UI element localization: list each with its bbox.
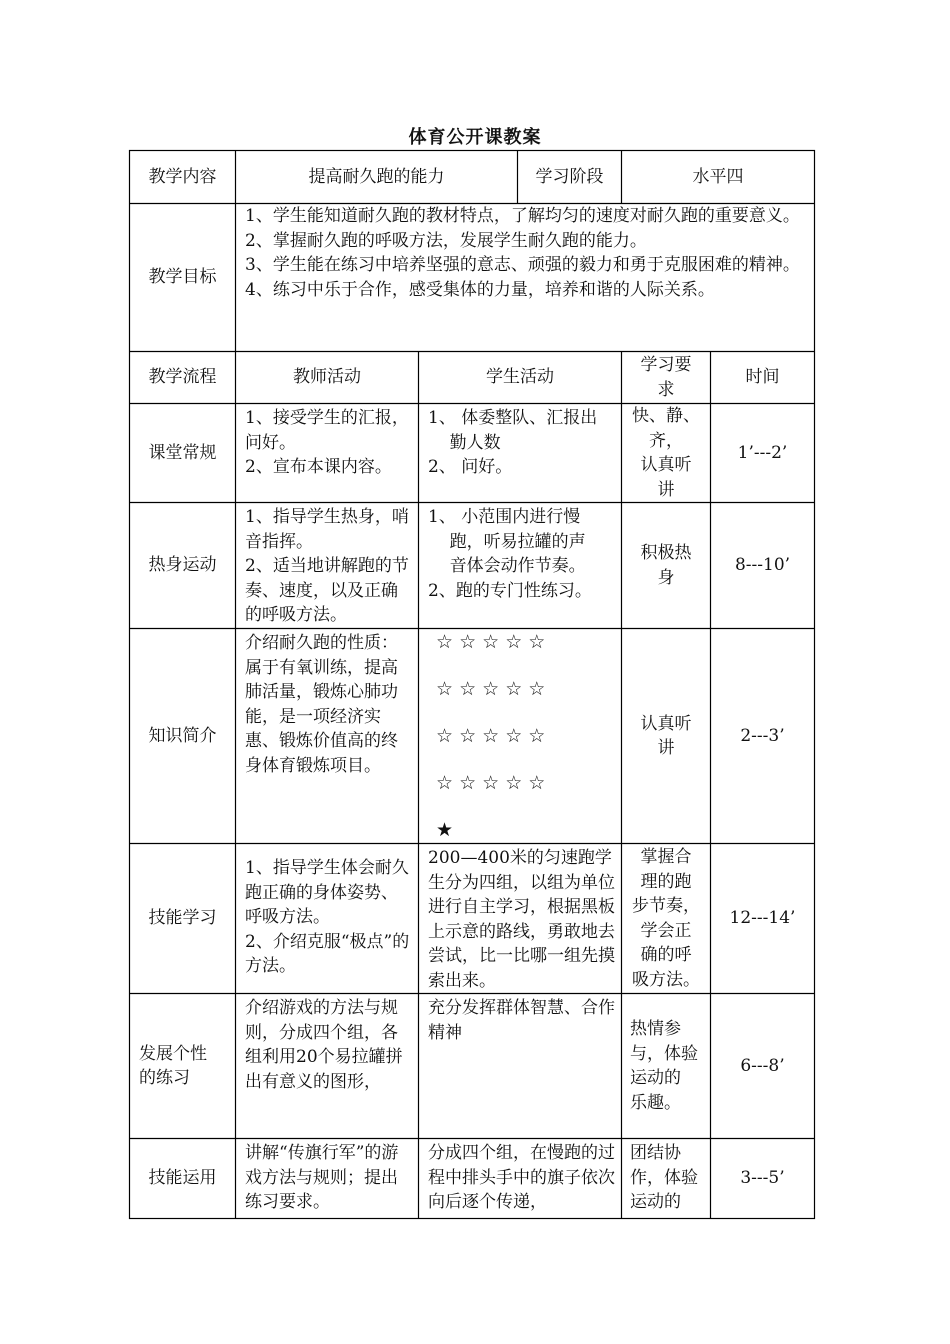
table-row-teacher: 介绍游戏的方法与规则，分成四个组，各组利用20个易拉罐拼出有意义的图形， xyxy=(245,998,403,1092)
stage-label: 学习阶段 xyxy=(535,166,604,187)
table-row-time: 12---14’ xyxy=(729,908,796,929)
objectives-label: 教学目标 xyxy=(148,267,217,288)
table-row-teacher: 讲解“传旗行军”的游戏方法与规则；提出练习要求。 xyxy=(245,1143,399,1212)
table-row-flow: 技能运用 xyxy=(148,1168,217,1189)
table-row-flow: 课堂常规 xyxy=(148,442,217,463)
table-row-student: 1、 小范围内进行慢 跑，听易拉罐的声 音体会动作节奏。 2、跑的专门性练习。 xyxy=(428,507,592,601)
table-row-requirement: 掌握合 理的跑 步节奏， 学会正 确的呼 吸方法。 xyxy=(632,847,700,990)
table-row-teacher: 1、指导学生体会耐久跑正确的身体姿势、呼吸方法。 2、介绍克服“极点”的方法。 xyxy=(245,858,410,976)
formation-stars xyxy=(436,631,545,866)
table-row-requirement: 快、静、 齐， 认真听 讲 xyxy=(632,406,700,500)
objectives-text: 1、学生能知道耐久跑的教材特点，了解均匀的速度对耐久跑的重要意义。 2、掌握耐久跑的呼吸方法，发展学生耐久跑的能力。 3、学生能在练习中培养坚强的意志、顽强的毅力和勇于克服困难的精神。 4、练习中乐于合作，感受集体的力量，培养和谐的人际关系。 xyxy=(245,206,800,300)
table-row-teacher: 介绍耐久跑的性质：属于有氧训练，提高肺活量，锻炼心肺功能，是一项经济实惠、锻炼价值高的终身体育锻炼项目。 xyxy=(245,633,398,776)
table-row-student: 分成四个组，在慢跑的过程中排头手中的旗子依次向后逐个传递， xyxy=(428,1143,615,1212)
content-value: 提高耐久跑的能力 xyxy=(308,166,445,187)
col-time: 时间 xyxy=(745,367,780,388)
table-row-requirement: 热情参 与，体验 运动的 乐趣。 xyxy=(630,1019,698,1113)
table-row-time: 8---10’ xyxy=(734,555,791,576)
table-row-flow: 技能学习 xyxy=(148,908,217,929)
star-row-teacher: ★ xyxy=(436,819,454,841)
table-row-time: 2---3’ xyxy=(740,725,785,746)
col-requirement: 学习要求 xyxy=(640,355,692,400)
table-row-time: 3---5’ xyxy=(740,1168,785,1189)
table-row-time: 1’---2’ xyxy=(737,442,788,463)
col-student: 学生活动 xyxy=(486,367,554,388)
table-row-student: 1、 体委整队、汇报出 勤人数 2、 问好。 xyxy=(428,408,598,477)
table-row-teacher: 1、指导学生热身，哨音指挥。 2、适当地讲解跑的节奏、速度，以及正确的呼吸方法。 xyxy=(245,507,409,625)
table-row-flow: 知识简介 xyxy=(148,725,217,746)
col-teacher: 教师活动 xyxy=(293,367,361,388)
table-row-flow: 热身运动 xyxy=(148,555,217,576)
table-row-student: 充分发挥群体智慧、合作精神 xyxy=(428,998,615,1043)
stage-value: 水平四 xyxy=(692,166,744,187)
content-label: 教学内容 xyxy=(148,166,217,187)
star-row: ☆ ☆ ☆ ☆ ☆ xyxy=(436,631,546,653)
star-row: ☆ ☆ ☆ ☆ ☆ xyxy=(436,772,546,794)
table-row-flow: 发展个性 的练习 xyxy=(139,1043,207,1088)
table-row-requirement: 积极热 身 xyxy=(640,543,692,588)
star-row: ☆ ☆ ☆ ☆ ☆ xyxy=(436,725,546,747)
table-row-teacher: 1、接受学生的汇报，问好。 2、宣布本课内容。 xyxy=(245,408,409,477)
star-row: ☆ ☆ ☆ ☆ ☆ xyxy=(436,678,546,700)
table-row-requirement: 团结协 作，体验 运动的 xyxy=(630,1143,698,1212)
table-row-time: 6---8’ xyxy=(740,1055,785,1076)
col-flow: 教学流程 xyxy=(148,367,217,388)
table-row-student: 200—400米的匀速跑学生分为四组，以组为单位进行自主学习，根据黑板上示意的路线，勇敢地去尝试，比一比哪一组先摸索出来。 xyxy=(428,848,615,991)
document-title: 体育公开课教案 xyxy=(408,127,542,148)
table-row-requirement: 认真听 讲 xyxy=(640,713,692,758)
